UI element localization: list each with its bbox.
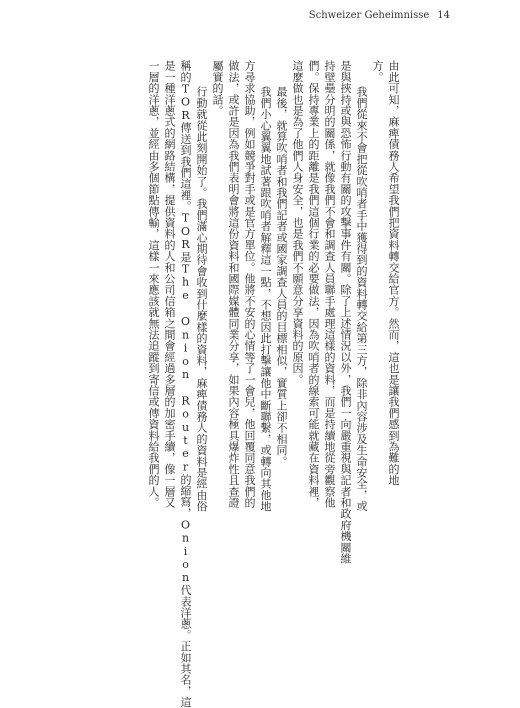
page-number: 14: [437, 10, 450, 21]
text-column: 們。保持專業上的距離是我們這個行業的必要做法，因為吹哨者的線索可能就藏在資料裡，: [307, 60, 320, 508]
running-title: Schweizer Geheimnisse: [308, 10, 430, 21]
text-column: 方。: [371, 60, 384, 83]
text-column: 持壁壘分明的關係，就像我們不會和調查人員聯手處理這樣的資料，而是持續地從旁觀察他: [323, 60, 336, 508]
text-column: 行動就從此刻開始了。我們滿心期待會收到什麼樣的資料，麻痺債務人的資料是經由俗: [195, 86, 208, 512]
text-column: 屬實的話。: [211, 60, 224, 116]
text-column: 一層的洋蔥，並經由多個節點傳輸，這樣一來應該就無法追蹤到寄信或傳資料給我們的人。: [147, 60, 160, 508]
text-column: 我們小心翼翼地試著跟吹哨者解釋這一點，不想因此打擊讓他中斷聯繫，或轉向其他地: [259, 86, 272, 512]
text-column: 我們從來不會把從吹哨者手中獲得到的資料轉交給第三方，除非內容涉及生命安全，或: [355, 86, 368, 512]
text-column: 稱的TOR傳送到我們這裡。TOR是The Onion Router的縮寫，Onion代表洋蔥。正如其名，這: [179, 60, 192, 708]
text-block: [138, 60, 400, 708]
text-column: 這麼做也是為了他們人身安全，也是我們不願意分享資料的原因。: [291, 60, 304, 385]
text-column: 由此可知，麻痺債務人希望我們把資料轉交給官方。然而，這也是讓我們感到為難的地: [387, 60, 400, 486]
running-header: [309, 10, 450, 21]
text-column: 最後，就算吹哨者和我們記者或國家調查人員的目標相似，實質上卻不相同。: [275, 86, 288, 467]
text-column: 做法，或許是因為我們表明會將這份資料和國際媒體同業分享，如果內容極具爆炸性且查證: [227, 60, 240, 508]
text-column: 方尋求協助，例如競爭對手或是官方單位。他將不安的心情等了一會兒，他回覆同意我們的: [243, 60, 256, 508]
text-column: 是一種洋蔥式的網路結構，提供資料的人和公司信箱之間會經過多層的加密手續，像一層又: [163, 60, 176, 508]
text-column: 是與挾持或與恐怖行動有關的攻擊事件有關。除了上述情況以外，我們一向嚴重視與記者和政府機關維: [339, 60, 352, 564]
